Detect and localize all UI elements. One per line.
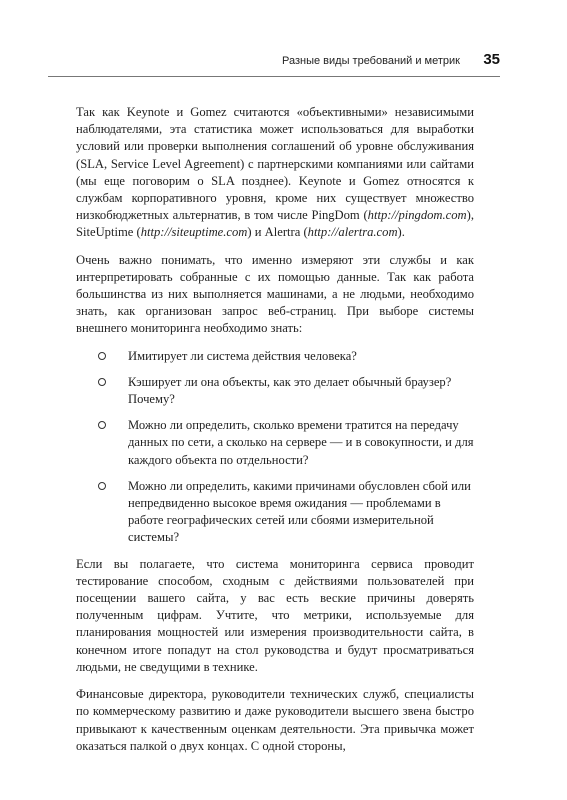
list-item-text: Можно ли определить, какими причинами обусловлен сбой или непредвиденно высокое время ожидания — проблемами в работе географических сетей или сбоями измерительной системы?: [128, 478, 471, 545]
list-item: [76, 478, 474, 547]
alertra-link: http://alertra.com: [307, 225, 398, 240]
circle-bullet-icon: [98, 352, 106, 360]
paragraph-intro-text-b: ), SiteUptime (: [76, 208, 474, 240]
circle-bullet-icon: [98, 378, 106, 386]
question-list: [76, 348, 474, 547]
list-item: [76, 348, 474, 365]
paragraph-intro-text-d: ).: [397, 225, 405, 240]
siteuptime-link: http://siteuptime.com: [140, 225, 248, 240]
circle-bullet-icon: [98, 421, 106, 429]
list-item: [76, 417, 474, 469]
paragraph-intro: [76, 104, 474, 242]
list-item: [76, 374, 474, 408]
paragraph-intro-text-c: ) и Alertra (: [247, 225, 308, 240]
paragraph-trust: Если вы полагаете, что система мониторинга сервиса проводит тестирование способом, сходным с действиями пользователей при посещении вашего сайта, у вас есть веские причины доверять полученным цифрам. Учтите, что метрики, используемые для планирования мощностей или измерения производительности сайта, в конечном итоге попадут на стол руководства и будут просматриваться людьми, не сведущими в технике.: [76, 556, 474, 674]
page-body: [76, 104, 474, 765]
page-number: 35: [483, 51, 500, 68]
list-item-text: Имитирует ли система действия человека?: [128, 348, 357, 363]
pingdom-link: http://pingdom.com: [367, 208, 467, 223]
running-header: [48, 46, 500, 77]
chapter-title: Разные виды требований и метрик: [282, 55, 460, 67]
paragraph-intro-text-a: Так как Keynote и Gomez считаются «объективными» независимыми наблюдателями, эта статистика может использоваться для выработки условий или проверки выполнения соглашений об уровне обслуживания (SLA, Service Level Agreement) с партнерскими компаниями или сайтами (мы еще поговорим о SLA позднее). Keynote и Gomez относятся к службам корпоративного уровня, кроме них существует множество низкобюджетных альтернатив, в том числе PingDom (: [76, 105, 474, 223]
paragraph-measurement: Очень важно понимать, что именно измеряют эти службы и как интерпретировать собранные с их помощью данные. Так как работа большинства из них выполняется машинами, а не людьми, необходимо знать, как организован запрос веб-страниц. При выборе системы внешнего мониторинга необходимо знать:: [76, 252, 474, 336]
list-item-text: Можно ли определить, сколько времени тратится на передачу данных по сети, а сколько на сервере — и в совокупности, и для каждого объекта по отдельности?: [128, 418, 474, 467]
circle-bullet-icon: [98, 482, 106, 490]
list-item-text: Кэширует ли она объекты, как это делает обычный браузер? Почему?: [128, 374, 452, 407]
paragraph-executives: Финансовые директора, руководители технических служб, специалисты по коммерческому развитию и даже руководители высшего звена быстро привыкают к качественным оценкам деятельности. Эта привычка может оказаться палкой о двух концах. С одной стороны,: [76, 687, 474, 753]
